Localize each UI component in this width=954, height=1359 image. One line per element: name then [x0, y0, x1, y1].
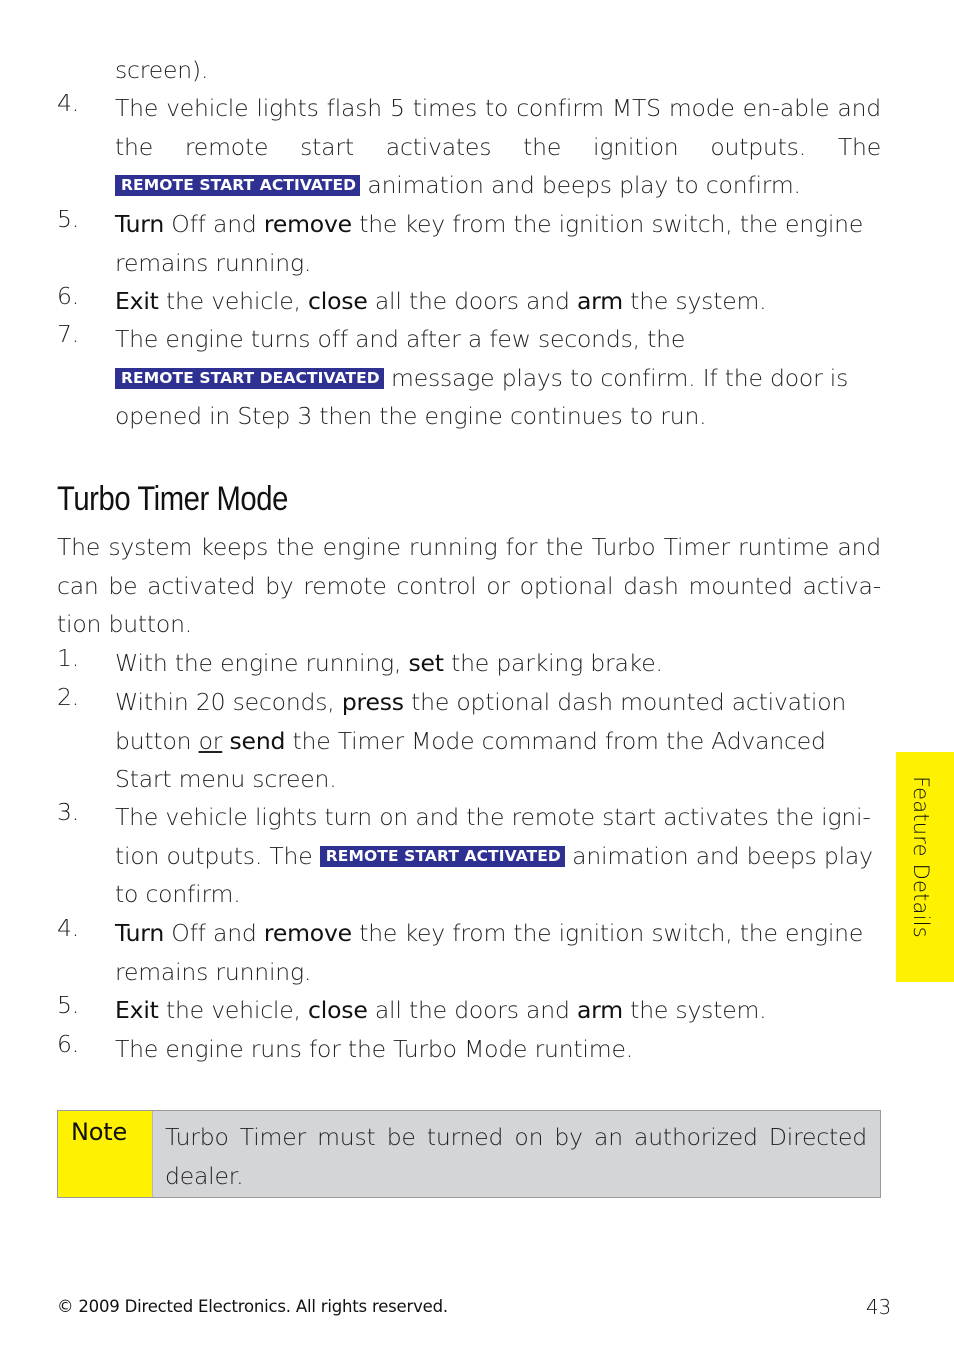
- list-item-text: [115, 644, 881, 683]
- step-keyword: Turn: [115, 919, 165, 947]
- list-item-text: [115, 89, 881, 205]
- step-text: the parking brake.: [443, 649, 663, 677]
- step-underlined: or: [198, 726, 223, 755]
- step-keyword: Exit: [115, 996, 159, 1024]
- step-keyword: set: [408, 649, 444, 677]
- step-text: The vehicle lights turn on and the remote start activates the igni-tion outputs. The: [115, 803, 871, 870]
- remote-start-deactivated-badge: REMOTE START DEACTIVATED: [115, 368, 384, 389]
- list-number: 5.: [57, 205, 80, 233]
- step-keyword: Turn: [115, 210, 165, 238]
- continuation-text: screen).: [115, 56, 209, 84]
- side-tab: [896, 752, 954, 982]
- list-item-text: [115, 914, 881, 991]
- step-text: message plays to confirm. If the door is opened in Step 3 then the engine continues to run.: [115, 363, 849, 430]
- list-number: 2.: [57, 683, 80, 711]
- section-intro: The system keeps the engine running for the Turbo Timer runtime and can be activated by remote control or optional dash mounted activa-tion button.: [57, 533, 881, 638]
- list-number: 4.: [57, 914, 80, 942]
- list-item-text: [115, 683, 881, 799]
- step-text: the optional dash mounted activation button: [115, 688, 847, 755]
- step-text: the system.: [622, 287, 767, 315]
- step-text: the key from the ignition switch, the engine remains running.: [115, 210, 864, 277]
- step-text: the system.: [622, 996, 767, 1024]
- step-text: Within 20 seconds,: [115, 688, 342, 716]
- side-tab-label: Feature Details: [909, 776, 933, 938]
- step-keyword: send: [229, 726, 286, 755]
- step-keyword: close: [308, 996, 368, 1024]
- step-keyword: Exit: [115, 287, 159, 315]
- step-text: With the engine running,: [115, 649, 409, 677]
- list-number: 6.: [57, 282, 80, 310]
- step-keyword: remove: [263, 210, 352, 238]
- note-label-cell: [58, 1111, 153, 1197]
- list-number: 5.: [57, 991, 80, 1019]
- step-text: all the doors and: [367, 996, 577, 1024]
- step-text: the vehicle,: [158, 287, 309, 315]
- page-number: 43: [866, 1295, 892, 1319]
- step-text: the Timer Mode command from the Advanced Start menu screen.: [115, 726, 826, 793]
- remote-start-activated-badge: REMOTE START ACTIVATED: [320, 846, 565, 867]
- note-text: Turbo Timer must be turned on by an authorized Directed dealer.: [165, 1123, 867, 1190]
- list-item-text: [115, 320, 881, 436]
- list-number: 3.: [57, 798, 80, 826]
- note-label: Note: [71, 1118, 128, 1146]
- step-text: The vehicle lights flash 5 times to confirm MTS mode en-able and the remote start activates the ignition outputs. The: [115, 94, 881, 161]
- list-number: 1.: [57, 644, 80, 672]
- step-keyword: arm: [576, 287, 623, 315]
- step-keyword: press: [341, 688, 404, 716]
- list-item-text: [115, 282, 881, 321]
- list-number: 6.: [57, 1030, 80, 1058]
- step-text: [222, 727, 229, 755]
- list-number: 4.: [57, 89, 80, 117]
- list-item-text: [115, 205, 881, 282]
- step-keyword: arm: [576, 996, 623, 1024]
- step-text: animation and beeps play to confirm.: [360, 171, 801, 199]
- step-text: animation and beeps play to confirm.: [115, 841, 873, 908]
- list-number: 7.: [57, 320, 80, 348]
- section-title: Turbo Timer Mode: [57, 480, 288, 518]
- step-text: The engine turns off and after a few seconds, the: [115, 325, 686, 353]
- step-keyword: remove: [263, 919, 352, 947]
- step-keyword: close: [308, 287, 368, 315]
- note-box: [57, 1110, 881, 1198]
- step-text: all the doors and: [367, 287, 577, 315]
- list-item-text: [115, 798, 881, 914]
- list-item-text: [115, 1030, 881, 1069]
- list-item-text: [115, 991, 881, 1030]
- remote-start-activated-badge: REMOTE START ACTIVATED: [115, 175, 360, 196]
- step-text: Off and: [164, 210, 264, 238]
- step-text: the key from the ignition switch, the engine remains running.: [115, 919, 864, 986]
- step-text: Off and: [164, 919, 264, 947]
- footer-copyright: © 2009 Directed Electronics. All rights reserved.: [57, 1297, 448, 1316]
- step-text: The engine runs for the Turbo Mode runtime.: [115, 1035, 633, 1063]
- step-text: the vehicle,: [158, 996, 309, 1024]
